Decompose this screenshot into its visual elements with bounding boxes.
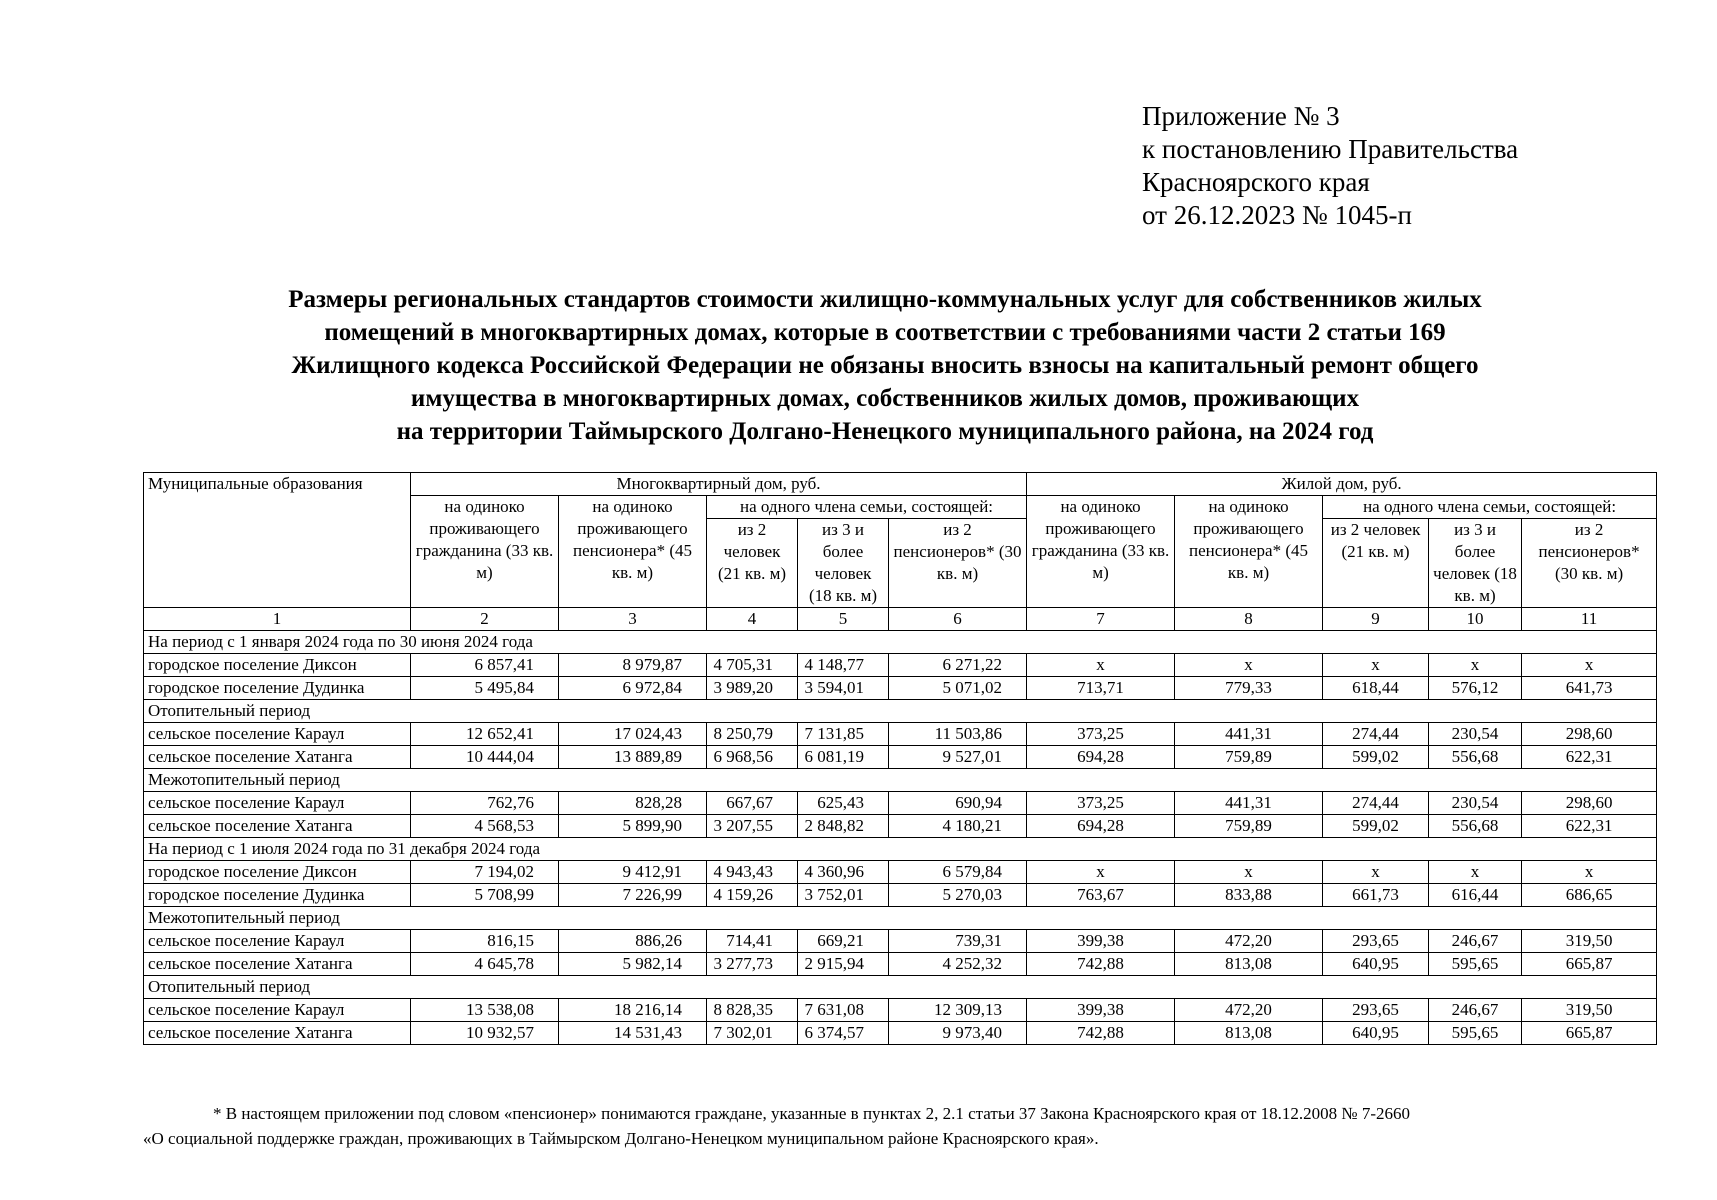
- column-number: 1: [144, 608, 411, 631]
- column-number: 10: [1429, 608, 1522, 631]
- value-cell: 230,54: [1429, 792, 1522, 815]
- municipality-name: городское поселение Дудинка: [144, 884, 411, 907]
- title-line: Жилищного кодекса Российской Федерации не обязаны вносить взносы на капитальный ремонт общего: [291, 352, 1479, 379]
- appendix-reference: к постановлению Правительства: [1142, 134, 1519, 164]
- section-title: Отопительный период: [144, 700, 1657, 723]
- value-cell: 3 752,01: [798, 884, 889, 907]
- value-cell: 6 857,41: [411, 654, 559, 677]
- header-two-people: из 2 человек (21 кв. м): [707, 519, 798, 608]
- value-cell: 9 527,01: [889, 746, 1027, 769]
- value-cell: 833,88: [1175, 884, 1323, 907]
- value-cell: 742,88: [1027, 1022, 1175, 1045]
- value-cell: 4 645,78: [411, 953, 559, 976]
- value-cell: 298,60: [1522, 792, 1657, 815]
- header-single-citizen: на одиноко проживающего гражданина (33 кв. м): [1027, 496, 1175, 608]
- table-row: [144, 999, 1657, 1022]
- column-number: 2: [411, 608, 559, 631]
- municipality-name: сельское поселение Караул: [144, 792, 411, 815]
- value-cell: х: [1522, 861, 1657, 884]
- column-number: 5: [798, 608, 889, 631]
- value-cell: 694,28: [1027, 815, 1175, 838]
- header-two-people: из 2 человек (21 кв. м): [1323, 519, 1429, 608]
- value-cell: 18 216,14: [559, 999, 707, 1022]
- municipality-name: сельское поселение Караул: [144, 999, 411, 1022]
- title-line: на территории Таймырского Долгано-Ненецкого муниципального района, на 2024 год: [396, 418, 1374, 445]
- value-cell: 641,73: [1522, 677, 1657, 700]
- value-cell: 5 270,03: [889, 884, 1027, 907]
- value-cell: 11 503,86: [889, 723, 1027, 746]
- value-cell: 230,54: [1429, 723, 1522, 746]
- value-cell: 3 277,73: [707, 953, 798, 976]
- section-title: Отопительный период: [144, 976, 1657, 999]
- value-cell: 8 250,79: [707, 723, 798, 746]
- municipality-name: сельское поселение Хатанга: [144, 1022, 411, 1045]
- value-cell: 3 207,55: [707, 815, 798, 838]
- appendix-region: Красноярского края: [1142, 167, 1370, 197]
- value-cell: 7 631,08: [798, 999, 889, 1022]
- value-cell: 5 495,84: [411, 677, 559, 700]
- value-cell: 6 579,84: [889, 861, 1027, 884]
- header-family-member: на одного члена семьи, состоящей:: [707, 496, 1027, 519]
- value-cell: 556,68: [1429, 815, 1522, 838]
- value-cell: 17 024,43: [559, 723, 707, 746]
- value-cell: х: [1323, 654, 1429, 677]
- table-row: [144, 723, 1657, 746]
- value-cell: х: [1027, 861, 1175, 884]
- value-cell: 5 899,90: [559, 815, 707, 838]
- value-cell: 9 412,91: [559, 861, 707, 884]
- section-row: [144, 838, 1657, 861]
- municipality-name: сельское поселение Хатанга: [144, 953, 411, 976]
- value-cell: 5 982,14: [559, 953, 707, 976]
- value-cell: 4 705,31: [707, 654, 798, 677]
- value-cell: 7 302,01: [707, 1022, 798, 1045]
- value-cell: 4 148,77: [798, 654, 889, 677]
- title-line: Размеры региональных стандартов стоимости жилищно-коммунальных услуг для собственников жилых: [288, 286, 1482, 313]
- value-cell: 14 531,43: [559, 1022, 707, 1045]
- footnote: [143, 1101, 1656, 1151]
- standards-table: [143, 472, 1657, 1045]
- header-family-member: на одного члена семьи, состоящей:: [1323, 496, 1657, 519]
- value-cell: х: [1323, 861, 1429, 884]
- appendix-block: [1142, 100, 1518, 232]
- header-municipal: Муниципальные образования: [144, 473, 411, 608]
- table-row: [144, 677, 1657, 700]
- value-cell: х: [1175, 654, 1323, 677]
- value-cell: х: [1027, 654, 1175, 677]
- value-cell: 6 972,84: [559, 677, 707, 700]
- value-cell: 667,67: [707, 792, 798, 815]
- value-cell: 293,65: [1323, 930, 1429, 953]
- value-cell: 665,87: [1522, 953, 1657, 976]
- column-number-row: [144, 608, 1657, 631]
- title-line: имущества в многоквартирных домах, собственников жилых домов, проживающих: [410, 385, 1360, 412]
- header-row-1: [144, 473, 1657, 496]
- value-cell: 694,28: [1027, 746, 1175, 769]
- value-cell: 274,44: [1323, 792, 1429, 815]
- value-cell: 8 979,87: [559, 654, 707, 677]
- table-row: [144, 654, 1657, 677]
- table-row: [144, 746, 1657, 769]
- value-cell: 399,38: [1027, 999, 1175, 1022]
- title-line: помещений в многоквартирных домах, которые в соответствии с требованиями части 2 статьи 169: [324, 319, 1446, 346]
- value-cell: 6 374,57: [798, 1022, 889, 1045]
- section-title: На период с 1 июля 2024 года по 31 декабря 2024 года: [144, 838, 1657, 861]
- value-cell: 5 071,02: [889, 677, 1027, 700]
- footnote-line: «О социальной поддержке граждан, проживающих в Таймырском Долгано-Ненецком муниципальном районе Красноярского края».: [143, 1129, 1099, 1148]
- value-cell: 3 594,01: [798, 677, 889, 700]
- column-number: 3: [559, 608, 707, 631]
- value-cell: 2 848,82: [798, 815, 889, 838]
- value-cell: 762,76: [411, 792, 559, 815]
- value-cell: 813,08: [1175, 953, 1323, 976]
- value-cell: 816,15: [411, 930, 559, 953]
- table-row: [144, 861, 1657, 884]
- value-cell: 3 989,20: [707, 677, 798, 700]
- value-cell: 595,65: [1429, 953, 1522, 976]
- value-cell: 886,26: [559, 930, 707, 953]
- value-cell: 246,67: [1429, 930, 1522, 953]
- value-cell: 4 360,96: [798, 861, 889, 884]
- value-cell: 595,65: [1429, 1022, 1522, 1045]
- table-row: [144, 1022, 1657, 1045]
- value-cell: 10 444,04: [411, 746, 559, 769]
- value-cell: 714,41: [707, 930, 798, 953]
- section-title: На период с 1 января 2024 года по 30 июня 2024 года: [144, 631, 1657, 654]
- header-two-pensioners: из 2 пенсионеров* (30 кв. м): [889, 519, 1027, 608]
- value-cell: 6 968,56: [707, 746, 798, 769]
- municipality-name: сельское поселение Хатанга: [144, 746, 411, 769]
- footnote-line: * В настоящем приложении под словом «пенсионер» понимаются граждане, указанные в пунктах 2, 2.1 статьи 37 Закона Красноярского края от 18.12.2008 № 7-2660: [213, 1104, 1411, 1123]
- value-cell: 13 538,08: [411, 999, 559, 1022]
- value-cell: х: [1429, 654, 1522, 677]
- value-cell: 13 889,89: [559, 746, 707, 769]
- value-cell: 8 828,35: [707, 999, 798, 1022]
- header-apartment: Многоквартирный дом, руб.: [411, 473, 1027, 496]
- section-row: [144, 907, 1657, 930]
- value-cell: х: [1429, 861, 1522, 884]
- value-cell: 828,28: [559, 792, 707, 815]
- value-cell: 7 226,99: [559, 884, 707, 907]
- value-cell: 4 159,26: [707, 884, 798, 907]
- value-cell: 813,08: [1175, 1022, 1323, 1045]
- column-number: 11: [1522, 608, 1657, 631]
- value-cell: 246,67: [1429, 999, 1522, 1022]
- value-cell: 661,73: [1323, 884, 1429, 907]
- table-row: [144, 930, 1657, 953]
- value-cell: 779,33: [1175, 677, 1323, 700]
- header-three-more: из 3 и более человек (18 кв. м): [798, 519, 889, 608]
- value-cell: 625,43: [798, 792, 889, 815]
- value-cell: 599,02: [1323, 746, 1429, 769]
- header-house: Жилой дом, руб.: [1027, 473, 1657, 496]
- value-cell: 6 271,22: [889, 654, 1027, 677]
- value-cell: 319,50: [1522, 930, 1657, 953]
- appendix-number: Приложение № 3: [1142, 101, 1340, 131]
- value-cell: 759,89: [1175, 815, 1323, 838]
- value-cell: 293,65: [1323, 999, 1429, 1022]
- value-cell: 618,44: [1323, 677, 1429, 700]
- value-cell: 686,65: [1522, 884, 1657, 907]
- value-cell: 5 708,99: [411, 884, 559, 907]
- municipality-name: городское поселение Диксон: [144, 654, 411, 677]
- value-cell: 713,71: [1027, 677, 1175, 700]
- document-title: [140, 283, 1630, 448]
- value-cell: 373,25: [1027, 723, 1175, 746]
- value-cell: 665,87: [1522, 1022, 1657, 1045]
- value-cell: 10 932,57: [411, 1022, 559, 1045]
- value-cell: 12 309,13: [889, 999, 1027, 1022]
- value-cell: 9 973,40: [889, 1022, 1027, 1045]
- column-number: 9: [1323, 608, 1429, 631]
- value-cell: 742,88: [1027, 953, 1175, 976]
- value-cell: 298,60: [1522, 723, 1657, 746]
- value-cell: 640,95: [1323, 1022, 1429, 1045]
- value-cell: 4 943,43: [707, 861, 798, 884]
- municipality-name: городское поселение Диксон: [144, 861, 411, 884]
- header-single-citizen: на одиноко проживающего гражданина (33 кв. м): [411, 496, 559, 608]
- column-number: 8: [1175, 608, 1323, 631]
- value-cell: 441,31: [1175, 792, 1323, 815]
- table-row: [144, 815, 1657, 838]
- value-cell: 599,02: [1323, 815, 1429, 838]
- table-row: [144, 884, 1657, 907]
- section-row: [144, 700, 1657, 723]
- header-single-pensioner: на одиноко проживающего пенсионера* (45 кв. м): [1175, 496, 1323, 608]
- value-cell: 4 180,21: [889, 815, 1027, 838]
- value-cell: 763,67: [1027, 884, 1175, 907]
- column-number: 6: [889, 608, 1027, 631]
- value-cell: 441,31: [1175, 723, 1323, 746]
- municipality-name: городское поселение Дудинка: [144, 677, 411, 700]
- appendix-date: от 26.12.2023 № 1045-п: [1142, 200, 1412, 230]
- header-three-more: из 3 и более человек (18 кв. м): [1429, 519, 1522, 608]
- municipality-name: сельское поселение Караул: [144, 930, 411, 953]
- value-cell: 373,25: [1027, 792, 1175, 815]
- section-title: Межотопительный период: [144, 769, 1657, 792]
- header-two-pensioners: из 2 пенсионеров* (30 кв. м): [1522, 519, 1657, 608]
- value-cell: 472,20: [1175, 930, 1323, 953]
- column-number: 4: [707, 608, 798, 631]
- value-cell: 274,44: [1323, 723, 1429, 746]
- section-row: [144, 631, 1657, 654]
- value-cell: 556,68: [1429, 746, 1522, 769]
- table-row: [144, 792, 1657, 815]
- value-cell: 7 131,85: [798, 723, 889, 746]
- section-row: [144, 976, 1657, 999]
- value-cell: х: [1175, 861, 1323, 884]
- section-title: Межотопительный период: [144, 907, 1657, 930]
- value-cell: 12 652,41: [411, 723, 559, 746]
- value-cell: 576,12: [1429, 677, 1522, 700]
- value-cell: 622,31: [1522, 815, 1657, 838]
- value-cell: 616,44: [1429, 884, 1522, 907]
- value-cell: 7 194,02: [411, 861, 559, 884]
- value-cell: 739,31: [889, 930, 1027, 953]
- header-single-pensioner: на одиноко проживающего пенсионера* (45 кв. м): [559, 496, 707, 608]
- value-cell: 472,20: [1175, 999, 1323, 1022]
- value-cell: 640,95: [1323, 953, 1429, 976]
- value-cell: 4 568,53: [411, 815, 559, 838]
- value-cell: 690,94: [889, 792, 1027, 815]
- table-row: [144, 953, 1657, 976]
- value-cell: х: [1522, 654, 1657, 677]
- value-cell: 319,50: [1522, 999, 1657, 1022]
- value-cell: 2 915,94: [798, 953, 889, 976]
- value-cell: 759,89: [1175, 746, 1323, 769]
- column-number: 7: [1027, 608, 1175, 631]
- value-cell: 6 081,19: [798, 746, 889, 769]
- value-cell: 399,38: [1027, 930, 1175, 953]
- value-cell: 4 252,32: [889, 953, 1027, 976]
- value-cell: 669,21: [798, 930, 889, 953]
- municipality-name: сельское поселение Хатанга: [144, 815, 411, 838]
- value-cell: 622,31: [1522, 746, 1657, 769]
- municipality-name: сельское поселение Караул: [144, 723, 411, 746]
- section-row: [144, 769, 1657, 792]
